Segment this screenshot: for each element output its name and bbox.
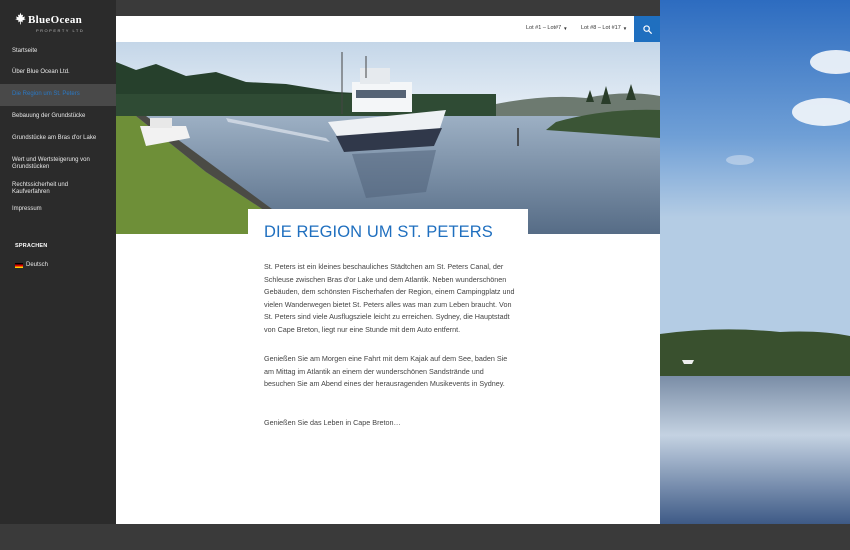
nav-item-label: Bebauung der Grundstücke [12,113,86,120]
brand-tagline: PROPERTY LTD [36,28,85,33]
nav-item-wertsteigerung[interactable] [0,150,116,178]
nav-item-label: Wert und Wertsteigerung von Grundstücken [12,156,90,170]
caret-down-icon: ▼ [622,25,628,31]
nav-item-region-st-peters[interactable] [0,84,116,106]
maple-leaf-icon [14,12,27,28]
main-content [116,16,660,524]
nav-item-ueber-blue-ocean[interactable] [0,61,116,84]
background-image [660,0,850,524]
hero-image [116,42,660,234]
languages-heading: SPRACHEN [15,243,48,249]
nav-item-startseite[interactable] [0,42,116,61]
sidebar [0,0,116,550]
nav-item-impressum[interactable] [0,200,116,220]
lot-dropdown-1-7[interactable] [526,25,568,31]
article-paragraph-2: Genießen Sie am Morgen eine Fahrt mit dem Kajak auf dem See, baden Sie am Mittag im Atlantik an einem der wunderschönen Sandstrände und besuchen Sie am Abend eines der herausragenden Musikevents in Sydney. [264,354,508,389]
article-paragraph-3: Genießen Sie das Leben in Cape Breton… [264,418,401,427]
page-title: DIE REGION UM ST. PETERS [264,223,493,241]
caret-down-icon: ▼ [563,25,568,31]
dropdown-label: Lot #1 – Lot#7 [526,25,562,31]
nav-item-label: Die Region um St. Peters [12,91,80,98]
nav-item-label: Über Blue Ocean Ltd. [12,68,70,75]
flag-de-icon [15,263,23,268]
brand-name: BlueOcean [28,14,83,26]
language-item-deutsch[interactable] [15,262,48,268]
article-card [248,209,528,469]
main-navigation [0,42,116,220]
nav-item-label: Impressum [12,206,42,213]
nav-item-rechtssicherheit[interactable] [0,178,116,200]
language-label: Deutsch [26,262,49,268]
brand-logo[interactable] [14,10,104,36]
search-icon [643,25,652,34]
nav-item-label: Startseite [12,47,38,54]
nav-item-bras-dor-lake[interactable] [0,128,116,150]
lot-dropdown-8-17[interactable] [581,25,627,31]
top-bar [116,16,660,42]
bottom-strip [0,524,850,550]
dropdown-label: Lot #8 – Lot #17 [581,25,621,31]
nav-item-label: Rechtssicherheit und Kaufverfahren [12,181,69,195]
search-button[interactable] [634,16,660,42]
nav-item-bebauung[interactable] [0,106,116,128]
nav-item-label: Grundstücke am Bras d'or Lake [12,135,97,142]
article-paragraph-1: St. Peters ist ein kleines beschauliches Städtchen am St. Peters Canal, der Schleuse zwischen Bras d'or Lake und dem Atlantik. Neben wunderschönen Gebäuden, dem schönsten Fischerhafen der Region, einem Campingplatz und vielen Wanderwegen bietet St. Peters alles was man zum Leben braucht. Von St. Peters sind viele Ausflugsziele leicht zu erreichen. Sydney, die Hauptstadt von Cape Breton, liegt nur eine Stunde mit dem Auto entfernt. [264,262,515,334]
